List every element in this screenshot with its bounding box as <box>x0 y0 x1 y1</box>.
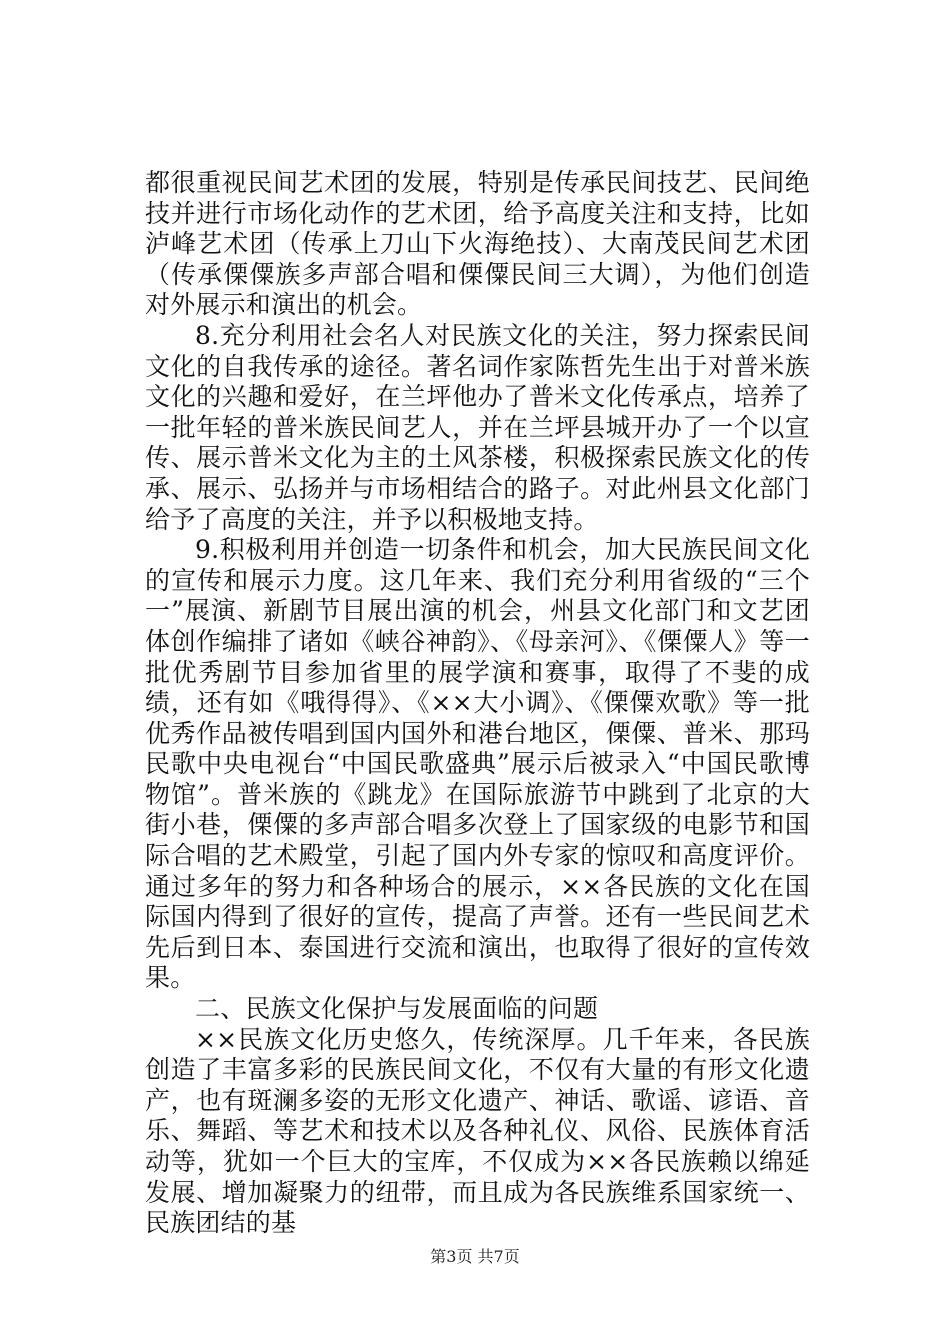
paragraph-item-9: 9.积极利用并创造一切条件和机会，加大民族民间文化的宣传和展示力度。这几年来、我们充分利用省级的“三个一”展演、新剧节目展出演的机会，州县文化部门和文艺团体创作编排了诸如《峡谷神韵》、《母亲河》、《傈僳人》等一批优秀剧节目参加省里的展学演和赛事，取得了不斐的成绩，还有如《哦得得》、《××大小调》、《傈僳欢歌》等一批优秀作品被传唱到国内国外和港台地区，傈僳、普米、那玛民歌中央电视台“中国民歌盛典”展示后被录入“中国民歌博物馆”。普米族的《跳龙》在国际旅游节中跳到了北京的大街小巷，傈僳的多声部合唱多次登上了国家级的电影节和国际合唱的艺术殿堂，引起了国内外专家的惊叹和高度评价。通过多年的努力和各种场合的展示，××各民族的文化在国际国内得到了很好的宣传，提高了声誉。还有一些民间艺术先后到日本、泰国进行交流和演出，也取得了很好的宣传效果。 <box>145 535 810 993</box>
document-body <box>145 168 810 1239</box>
paragraph-item-8: 8.充分利用社会名人对民族文化的关注，努力探索民间文化的自我传承的途径。著名词作家陈哲先生出于对普米族文化的兴趣和爱好，在兰坪他办了普米文化传承点，培养了一批年轻的普米族民间艺人，并在兰坪县城开办了一个以宣传、展示普米文化为主的土风茶楼，积极探索民族文化的传承、展示、弘扬并与市场相结合的路子。对此州县文化部门给予了高度的关注，并予以积极地支持。 <box>145 320 810 534</box>
page-footer: 第3页 共7页 <box>430 1247 520 1266</box>
paragraph-continuation: 都很重视民间艺术团的发展，特别是传承民间技艺、民间绝技并进行市场化动作的艺术团，给予高度关注和支持，比如泸峰艺术团（传承上刀山下火海绝技）、大南茂民间艺术团（传承傈僳族多声部合唱和傈僳民间三大调），为他们创造对外展示和演出的机会。 <box>145 168 810 320</box>
section-heading-2: 二、民族文化保护与发展面临的问题 <box>195 994 599 1024</box>
paragraph-section-2-intro: ××民族文化历史悠久，传统深厚。几千年来，各民族创造了丰富多彩的民族民间文化，不仅有大量的有形文化遗产，也有斑澜多姿的无形文化遗产、神话、歌谣、谚语、音乐、舞蹈、等艺术和技术以及各种礼仪、风俗、民族体育活动等，犹如一个巨大的宝库，不仅成为××各民族赖以绵延发展、增加凝聚力的纽带，而且成为各民族维系国家统一、民族团结的基 <box>145 1024 810 1238</box>
